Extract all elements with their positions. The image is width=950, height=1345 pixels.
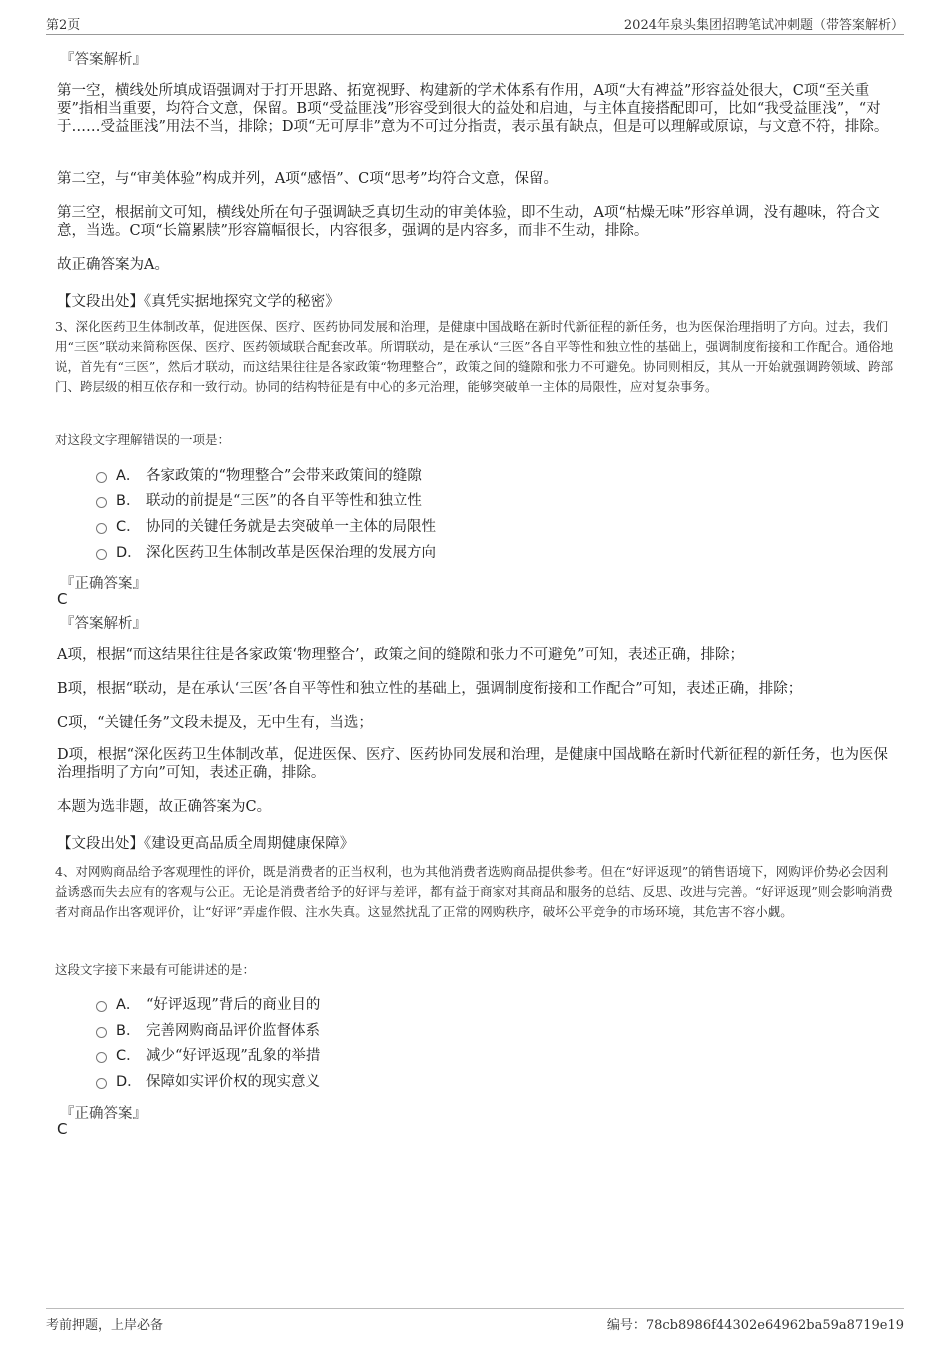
radio-icon[interactable] [96, 472, 107, 483]
q4-passage: 4、对网购商品给予客观理性的评价，既是消费者的正当权利，也为其他消费者选购商品提供参考。但在“好评返现”的销售语境下，网购评价势必会因利益诱惑而失去应有的客观与公正。无论是消费者给予的好评与差评，都有益于商家对其商品和服务的总结、反思、改进与完善。“好评返现”则会影响消费者对商品作出客观评价，让“好评”弄虚作假、注水失真。这显然扰乱了正常的网购秩序，破坏公平竞争的市场环境，其危害不容小觑。 [55, 864, 893, 919]
q3-source: 【文段出处】《建设更高品质全周期健康保障》 [57, 836, 355, 852]
q3-analysis-para-1: A项，根据“而这结果往往是各家政策‘物理整合’，政策之间的缝隙和张力不可避免”可知，表述正确，排除； [57, 647, 745, 663]
q3-option-a[interactable]: A． 各家政策的“物理整合”会带来政策间的缝隙 [96, 467, 422, 485]
radio-icon[interactable] [96, 1027, 107, 1038]
q4-answer: C [57, 1120, 68, 1138]
radio-icon[interactable] [96, 1052, 107, 1063]
q3-option-b[interactable]: B． 联动的前提是“三医”的各自平等性和独立性 [96, 492, 422, 510]
q3-option-c[interactable]: C． 协同的关键任务就是去突破单一主体的局限性 [96, 518, 436, 536]
radio-icon[interactable] [96, 1078, 107, 1089]
q4-option-a[interactable]: A． “好评返现”背后的商业目的 [96, 996, 320, 1014]
q2-analysis-para-2: 第二空，与“审美体验”构成并列，A项“感悟”、C项“思考”均符合文意，保留。 [57, 171, 559, 187]
q4-question: 这段文字接下来最有可能讲述的是： [55, 962, 256, 977]
q3-passage: 3、深化医药卫生体制改革，促进医保、医疗、医药协同发展和治理，是健康中国战略在新时代新征程的新任务，也为医保治理指明了方向。过去，我们用“三医”联动来简称医保、医疗、医药领域联合配套改革。所谓联动，是在承认“三医”各自平等性和独立性的基础上，强调制度衔接和工作配合。通俗地说，首先有“三医”，然后才联动，而这结果往往是各家政策“物理整合”，政策之间的缝隙和张力不可避免。协同则相反，其从一开始就强调跨领域、跨部门、跨层级的相互依存和一致行动。协同的结构特征是有中心的多元治理，能够突破单一主体的局限性，应对复杂事务。 [55, 319, 894, 394]
document-title: 2024年泉头集团招聘笔试冲刺题（带答案解析） [623, 18, 904, 33]
q3-analysis-para-4: D项，根据“深化医药卫生体制改革，促进医保、医疗、医药协同发展和治理，是健康中国战略在新时代新征程的新任务，也为医保治理指明了方向”可知，表述正确，排除。 [57, 747, 889, 781]
q2-analysis-para-4: 故正确答案为A。 [57, 257, 169, 273]
q3-analysis-para-3: C项，“关键任务”文段未提及，无中生有，当选； [57, 715, 373, 731]
radio-icon[interactable] [96, 523, 107, 534]
q3-analysis-para-2: B项，根据“联动，是在承认‘三医’各自平等性和独立性的基础上，强调制度衔接和工作配合”可知，表述正确，排除； [57, 681, 803, 697]
radio-icon[interactable] [96, 549, 107, 560]
q3-analysis-para-5: 本题为选非题，故正确答案为C。 [57, 799, 272, 815]
q3-answer: C [57, 590, 68, 608]
page-number: 第2页 [46, 18, 81, 33]
document-id: 编号：78cb8986f44302e64962ba59a8719e19 [606, 1318, 904, 1333]
q2-analysis-para-3: 第三空，根据前文可知，横线处所在句子强调缺乏真切生动的审美体验，即不生动，A项“枯燥无味”形容单调，没有趣味，符合文意，当选。C项“长篇累牍”形容篇幅很长，内容很多，强调的是内容多，而非不生动，排除。 [57, 205, 880, 239]
q4-option-c[interactable]: C． 减少“好评返现”乱象的举措 [96, 1047, 320, 1065]
q3-option-d[interactable]: D． 深化医药卫生体制改革是医保治理的发展方向 [96, 544, 436, 562]
radio-icon[interactable] [96, 497, 107, 508]
footer-slogan: 考前押题，上岸必备 [46, 1318, 164, 1333]
q3-answer-label: 『正确答案』 [60, 576, 147, 592]
q4-option-d[interactable]: D． 保障如实评价权的现实意义 [96, 1073, 320, 1091]
q3-analysis-label: 『答案解析』 [60, 616, 147, 632]
radio-icon[interactable] [96, 1001, 107, 1012]
q4-answer-label: 『正确答案』 [60, 1106, 147, 1122]
q2-analysis-para-1: 第一空，横线处所填成语强调对于打开思路、拓宽视野、构建新的学术体系有作用，A项“大有裨益”形容益处很大，C项“至关重要”指相当重要，均符合文意，保留。B项“受益匪浅”形容受到很大的益处和启迪，与主体直接搭配即可，比如“我受益匪浅”，“对于……受益匪浅”用法不当，排除；D项“无可厚非”意为不可过分指责，表示虽有缺点，但是可以理解或原谅，与文意不符，排除。 [57, 83, 889, 135]
q2-source: 【文段出处】《真凭实据地探究文学的秘密》 [57, 294, 340, 310]
q2-analysis-label: 『答案解析』 [60, 52, 147, 68]
page-footer [46, 1308, 904, 1333]
q3-question: 对这段文字理解错误的一项是： [55, 432, 231, 447]
page-header [46, 14, 904, 35]
q4-option-b[interactable]: B． 完善网购商品评价监督体系 [96, 1022, 320, 1040]
